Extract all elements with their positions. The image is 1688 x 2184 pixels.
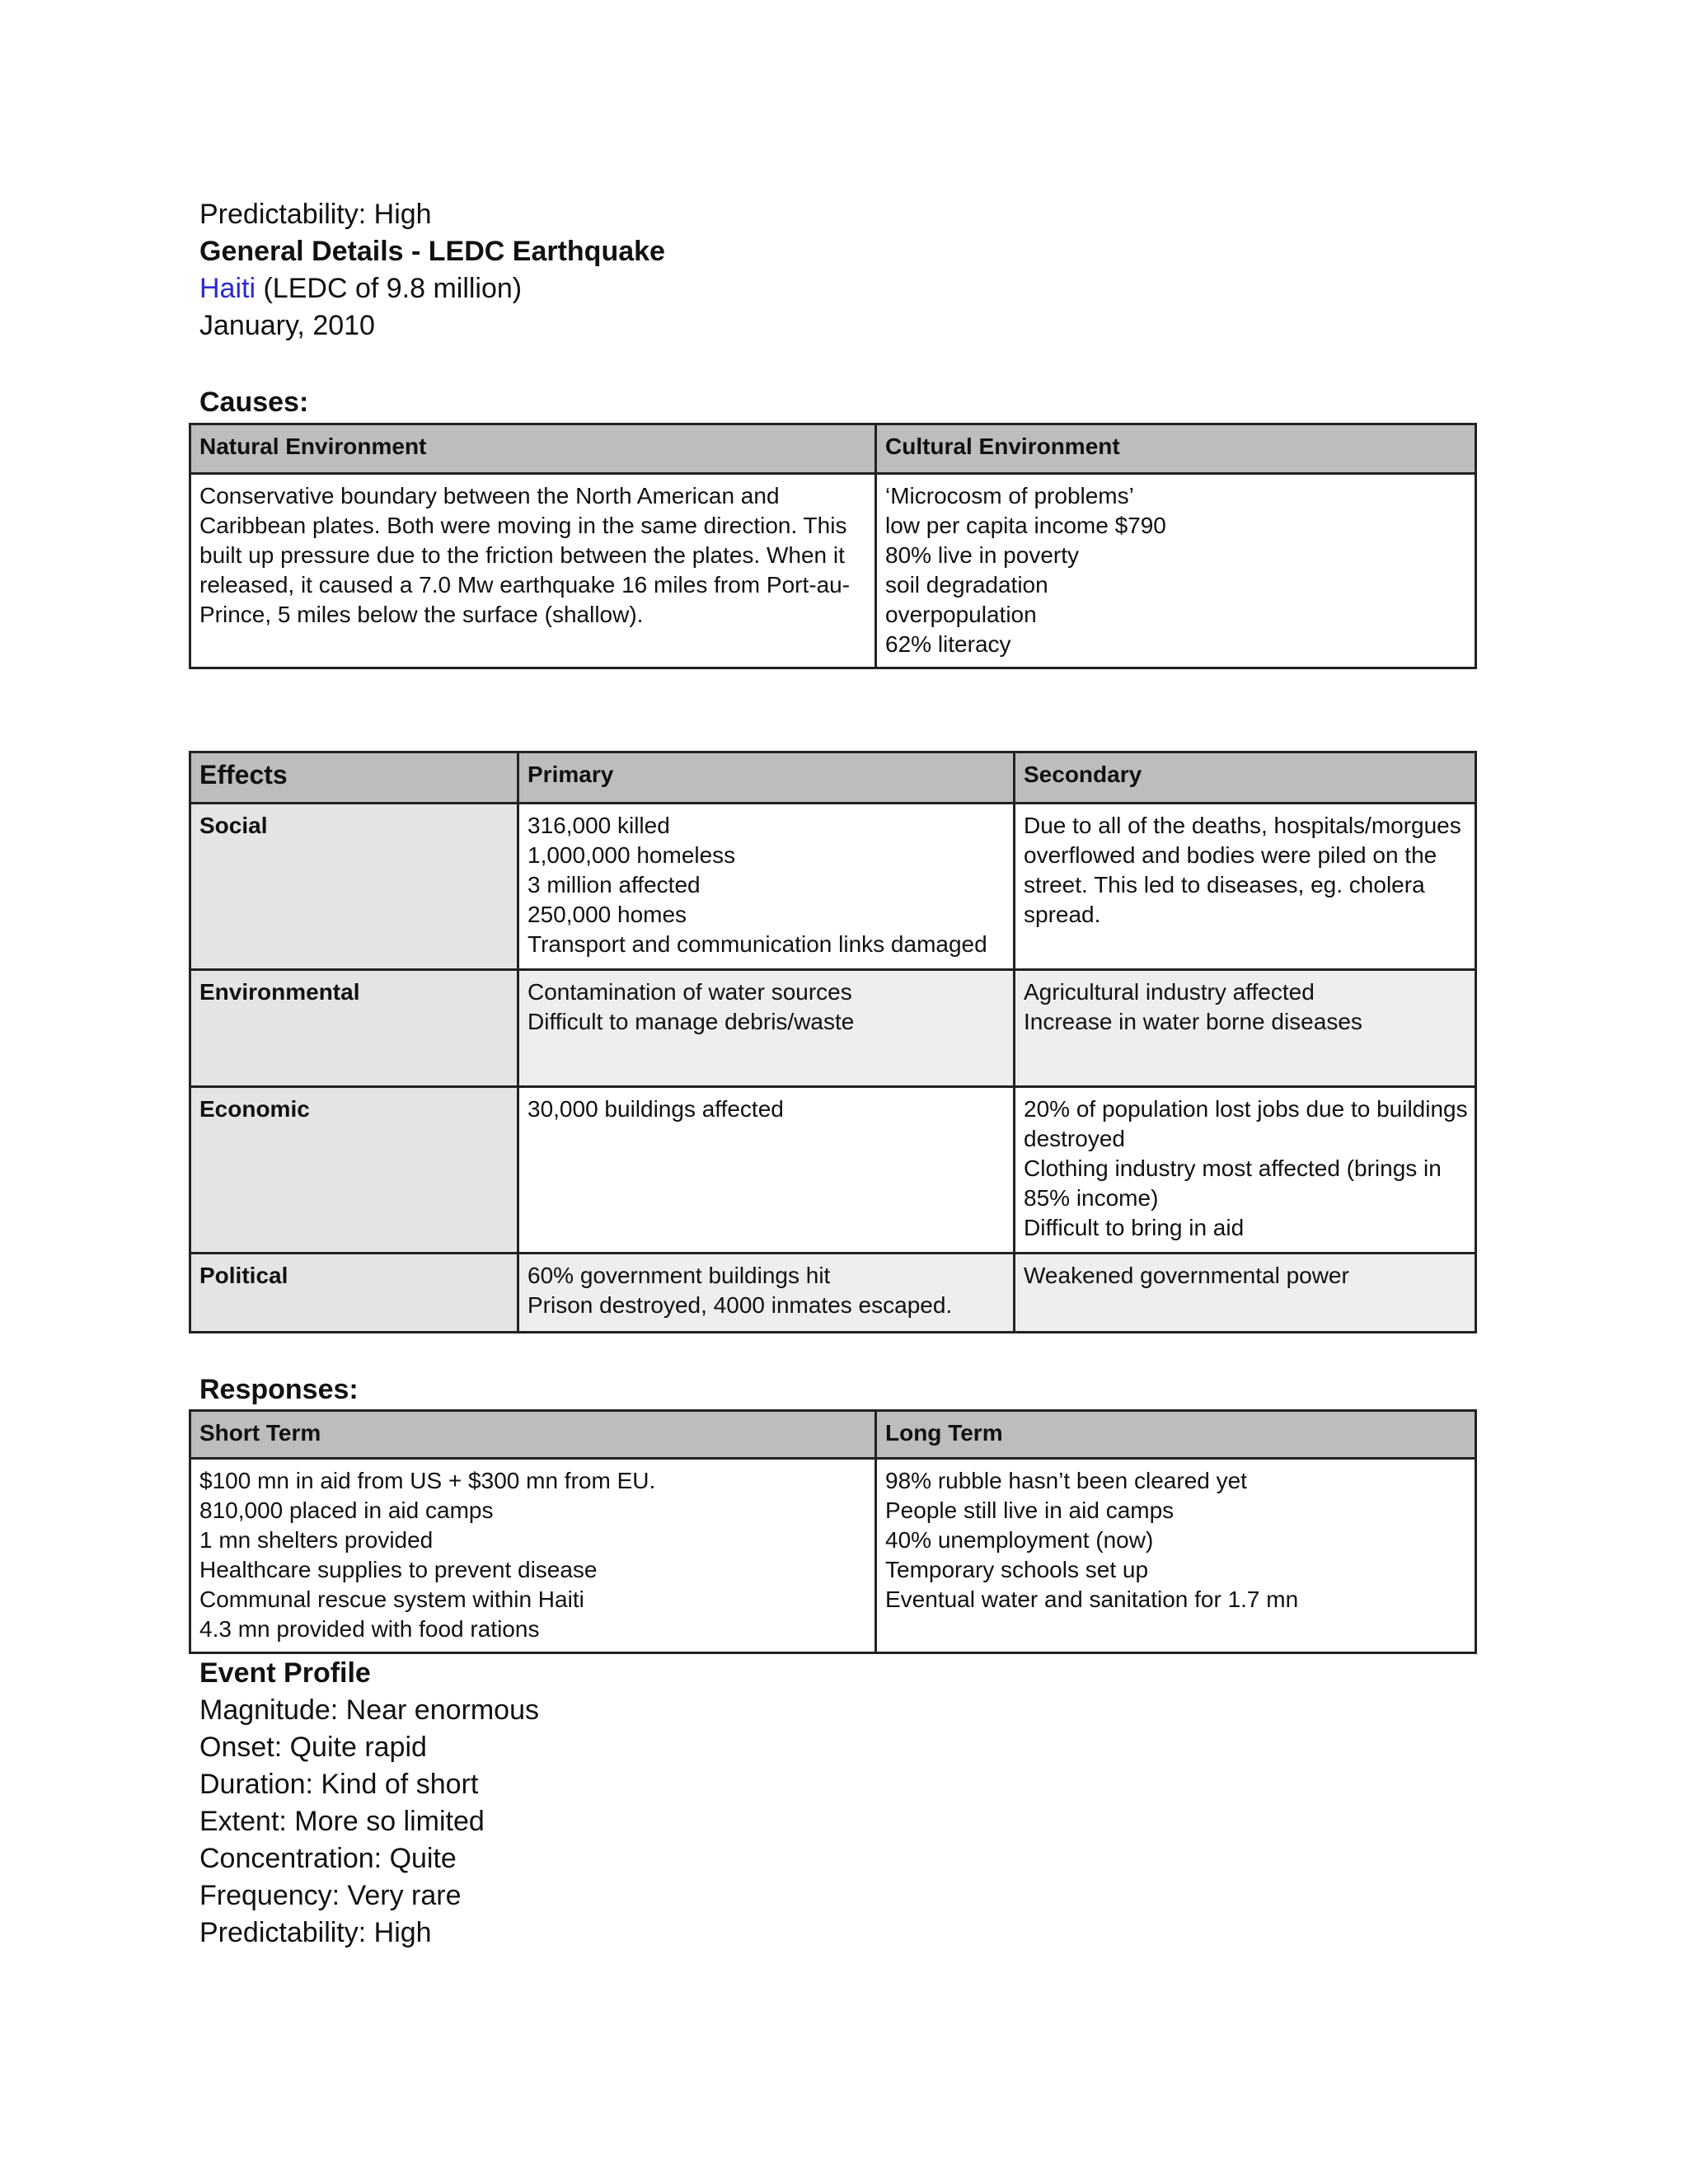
economic-secondary-cell (1015, 1087, 1476, 1254)
text-line: People still live in aid camps (885, 1497, 1175, 1523)
text-line: Prison destroyed, 4000 inmates escaped. (528, 1292, 953, 1318)
text-line: Contamination of water sources (528, 979, 852, 1005)
social-primary-cell (518, 804, 1015, 970)
primary-header: Primary (518, 752, 1015, 804)
natural-environment-cell (190, 474, 876, 668)
profile-extent: Extent: More so limited (199, 1806, 485, 1837)
effects-table (189, 751, 1477, 1333)
text-line: 3 million affected (528, 872, 701, 898)
text-line: 4.3 mn provided with food rations (199, 1616, 540, 1642)
text-line: 40% unemployment (now) (885, 1527, 1154, 1553)
row-label-economic: Economic (190, 1087, 518, 1254)
text-line: Transport and communication links damaged (528, 931, 987, 957)
profile-concentration: Concentration: Quite (199, 1843, 457, 1874)
text-line: Eventual water and sanitation for 1.7 mn (885, 1586, 1299, 1612)
environmental-secondary-cell (1015, 970, 1476, 1087)
text-line: 250,000 homes (528, 902, 687, 927)
text-line: Healthcare supplies to prevent disease (199, 1557, 598, 1582)
long-term-header: Long Term (876, 1411, 1476, 1459)
text-line: 20% of population lost jobs due to buildings (1024, 1096, 1468, 1122)
text-line: Weakened governmental power (1024, 1263, 1349, 1288)
text-line: 316,000 killed (528, 813, 670, 838)
text-line: 30,000 buildings affected (528, 1096, 784, 1122)
social-secondary-cell (1015, 804, 1476, 970)
general-details-heading: General Details - LEDC Earthquake (199, 236, 665, 267)
text-line: Difficult to bring in aid (1024, 1215, 1245, 1240)
text-line: Difficult to manage debris/waste (528, 1009, 855, 1034)
text-line: $100 mn in aid from US + $300 mn from EU. (199, 1468, 656, 1493)
location-line (199, 270, 522, 307)
profile-duration: Duration: Kind of short (199, 1769, 479, 1800)
text-line: 1 mn shelters provided (199, 1527, 434, 1553)
text-line: 60% government buildings hit (528, 1263, 831, 1288)
text-line: 62% literacy (885, 631, 1011, 657)
text-line: spread. (1024, 902, 1101, 927)
profile-frequency: Frequency: Very rare (199, 1880, 462, 1911)
cultural-environment-cell (876, 474, 1476, 668)
text-line: released, it caused a 7.0 Mw earthquake 16 miles from Port-au- (199, 572, 851, 598)
text-line: street. This led to diseases, eg. cholera (1024, 872, 1425, 898)
profile-predictability: Predictability: High (199, 1917, 432, 1948)
text-line: Increase in water borne diseases (1024, 1009, 1362, 1034)
text-line: overpopulation (885, 602, 1037, 627)
text-line: built up pressure due to the friction between the plates. When it (199, 542, 845, 568)
text-line: Agricultural industry affected (1024, 979, 1315, 1005)
short-term-header: Short Term (190, 1411, 876, 1459)
text-line: Temporary schools set up (885, 1557, 1149, 1582)
effects-header: Effects (190, 752, 518, 804)
location-detail: (LEDC of 9.8 million) (256, 273, 523, 304)
responses-table (189, 1409, 1477, 1654)
text-line: 810,000 placed in aid camps (199, 1497, 494, 1523)
profile-magnitude: Magnitude: Near enormous (199, 1694, 540, 1726)
text-line: Communal rescue system within Haiti (199, 1586, 584, 1612)
secondary-header: Secondary (1015, 752, 1476, 804)
text-line: destroyed (1024, 1126, 1125, 1151)
event-profile-title: Event Profile (199, 1657, 371, 1689)
text-line: Clothing industry most affected (brings in (1024, 1155, 1442, 1181)
text-line: Due to all of the deaths, hospitals/morgues (1024, 813, 1461, 838)
cultural-environment-header: Cultural Environment (876, 424, 1476, 474)
text-line: 1,000,000 homeless (528, 842, 736, 868)
row-label-social: Social (190, 804, 518, 970)
causes-table (189, 423, 1477, 669)
text-line: Caribbean plates. Both were moving in the same direction. This (199, 513, 847, 538)
text-line: Prince, 5 miles below the surface (shallow). (199, 602, 644, 627)
text-line: 98% rubble hasn’t been cleared yet (885, 1468, 1247, 1493)
row-label-environmental: Environmental (190, 970, 518, 1087)
short-term-cell (190, 1459, 876, 1653)
predictability-top: Predictability: High (199, 199, 432, 230)
text-line: 80% live in poverty (885, 542, 1080, 568)
row-label-political: Political (190, 1254, 518, 1333)
long-term-cell (876, 1459, 1476, 1653)
text-line: overflowed and bodies were piled on the (1024, 842, 1437, 868)
text-line: Conservative boundary between the North American and (199, 483, 780, 509)
text-line: 85% income) (1024, 1185, 1159, 1211)
natural-environment-header: Natural Environment (190, 424, 876, 474)
political-primary-cell (518, 1254, 1015, 1333)
responses-title: Responses: (199, 1374, 359, 1405)
environmental-primary-cell (518, 970, 1015, 1087)
text-line: low per capita income $790 (885, 513, 1166, 538)
text-line: ‘Microcosm of problems’ (885, 483, 1134, 509)
event-date: January, 2010 (199, 310, 375, 341)
economic-primary-cell (518, 1087, 1015, 1254)
text-line: soil degradation (885, 572, 1048, 598)
causes-title: Causes: (199, 387, 309, 418)
profile-onset: Onset: Quite rapid (199, 1732, 427, 1763)
haiti-link[interactable]: Haiti (199, 273, 256, 304)
political-secondary-cell (1015, 1254, 1476, 1333)
